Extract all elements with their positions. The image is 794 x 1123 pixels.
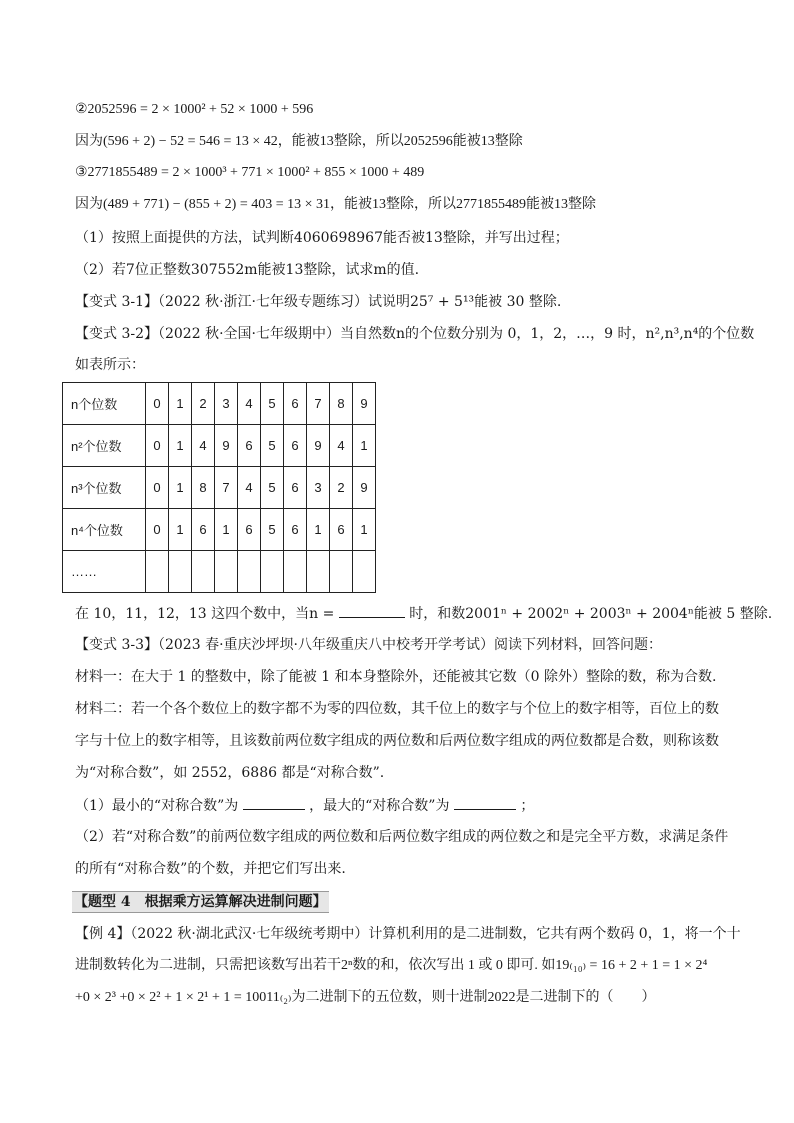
table-cell: 5 [261, 383, 284, 425]
row-label: n²个位数 [63, 425, 146, 467]
table-cell: 7 [307, 383, 330, 425]
table-cell: 9 [353, 383, 376, 425]
table-cell [261, 551, 284, 593]
table-cell [330, 551, 353, 593]
table-cell: 5 [261, 509, 284, 551]
q1-middle: ，最大的“对称合数”为 [309, 798, 450, 814]
table-cell: 6 [238, 425, 261, 467]
text-line: 字与十位上的数字相等，且该数前两位数字组成的两位数和后两位数字组成的两位数都是合数，则称该数 [75, 733, 719, 749]
table-cell: 0 [146, 425, 169, 467]
blank-suffix: 时，和数2001ⁿ + 2002ⁿ + 2003ⁿ + 2004ⁿ能被 5 整除. [409, 606, 773, 622]
table-cell [284, 551, 307, 593]
row-label: …… [63, 551, 146, 593]
table-cell: 6 [284, 509, 307, 551]
material-2: 材料二：若一个各个数位上的数字都不为零的四位数，其千位上的数字与个位上的数字相等，百位上的数 [75, 701, 719, 717]
table-row [63, 425, 376, 467]
q1-suffix: ； [520, 798, 535, 814]
units-digit-table [62, 382, 376, 593]
variant-3-3: 【变式 3-3】（2023 春·重庆沙坪坝·八年级重庆八中校考开学考试）阅读下列材料，回答问题： [75, 637, 662, 653]
table-row [63, 551, 376, 593]
text-line: 进制数转化为二进制，只需把该数写出若干2ⁿ数的和，依次写出 1 或 0 即可. 如19₍₁₀₎ = 16 + 2 + 1 = 1 × 2⁴ [75, 958, 708, 973]
question-2-symmetric: （2）若“对称合数”的前两位数字组成的两位数和后两位数字组成的两位数之和是完全平方数，求满足条件 [75, 829, 729, 845]
table-cell: 5 [261, 467, 284, 509]
table-cell: 1 [353, 425, 376, 467]
text-line: 的所有“对称合数”的个数，并把它们写出来. [75, 861, 346, 877]
table-cell: 5 [261, 425, 284, 467]
table-row [63, 467, 376, 509]
text-line: 为“对称合数”，如 2552，6886 都是“对称合数”. [75, 765, 385, 781]
table-cell: 9 [307, 425, 330, 467]
table-cell: 0 [146, 467, 169, 509]
table-cell: 1 [169, 509, 192, 551]
example-4: 【例 4】（2022 秋·湖北武汉·七年级统考期中）计算机利用的是二进制数，它共有两个数码 0，1，将一个十 [75, 926, 741, 942]
text-line: 因为(596 + 2) − 52 = 546 = 13 × 42，能被13整除，所以2052596能被13整除 [75, 134, 523, 149]
table-cell: 1 [307, 509, 330, 551]
table-cell [215, 551, 238, 593]
blank-prefix: 在 10，11，12，13 这四个数中，当n = [75, 606, 335, 622]
text-line: 因为(489 + 771) − (855 + 2) = 403 = 13 × 31，能被13整除，所以2771855489能被13整除 [75, 197, 597, 212]
text-line: 如表所示： [75, 357, 145, 373]
table-cell: 6 [330, 509, 353, 551]
table-cell: 8 [330, 383, 353, 425]
text-line: ②2052596 = 2 × 1000² + 52 × 1000 + 596 [75, 102, 314, 117]
table-cell: 1 [169, 425, 192, 467]
fill-blank-line [75, 603, 773, 624]
table-cell: 6 [238, 509, 261, 551]
row-label: n⁴个位数 [63, 509, 146, 551]
table-cell: 1 [353, 509, 376, 551]
question-1: （1）按照上面提供的方法，试判断4060698967能否被13整除，并写出过程； [75, 230, 569, 246]
table-cell: 6 [284, 425, 307, 467]
table-cell: 9 [215, 425, 238, 467]
section-title: 【题型 4 根据乘方运算解决进制问题】 [72, 891, 329, 913]
table-cell: 6 [284, 383, 307, 425]
section-heading [72, 891, 732, 913]
table-cell [307, 551, 330, 593]
table-row [63, 383, 376, 425]
table-cell [146, 551, 169, 593]
answer-blank-max[interactable] [454, 795, 516, 810]
table-cell: 0 [146, 383, 169, 425]
variant-3-1: 【变式 3-1】（2022 秋·浙江·七年级专题练习）试说明25⁷ + 5¹³能被 30 整除. [75, 294, 562, 310]
question-2: （2）若7位正整数307552m能被13整除，试求m的值. [75, 262, 420, 278]
table-cell: 9 [353, 467, 376, 509]
table-cell: 6 [284, 467, 307, 509]
table-cell [169, 551, 192, 593]
material-1: 材料一：在大于 1 的整数中，除了能被 1 和本身整除外，还能被其它数（0 除外）整除的数，称为合数. [75, 669, 717, 685]
question-1-symmetric [75, 795, 735, 816]
table-cell: 2 [192, 383, 215, 425]
table-cell: 4 [330, 425, 353, 467]
table-cell: 7 [215, 467, 238, 509]
table-cell [192, 551, 215, 593]
table-cell: 0 [146, 509, 169, 551]
answer-blank-min[interactable] [243, 795, 305, 810]
row-label: n³个位数 [63, 467, 146, 509]
row-label: n个位数 [63, 383, 146, 425]
table-cell: 4 [238, 467, 261, 509]
table-cell: 1 [169, 383, 192, 425]
table-cell: 4 [238, 383, 261, 425]
table-cell: 8 [192, 467, 215, 509]
table-cell: 2 [330, 467, 353, 509]
table-cell: 1 [215, 509, 238, 551]
table-cell: 3 [307, 467, 330, 509]
table-cell: 3 [215, 383, 238, 425]
answer-blank[interactable] [339, 603, 405, 618]
variant-3-2: 【变式 3-2】（2022 秋·全国·七年级期中）当自然数n的个位数分别为 0，1，2，…，9 时，n²,n³,n⁴的个位数 [75, 326, 755, 342]
table-cell [353, 551, 376, 593]
table-cell: 1 [169, 467, 192, 509]
q1-prefix: （1）最小的“对称合数”为 [75, 798, 239, 814]
table-row [63, 509, 376, 551]
table-cell: 6 [192, 509, 215, 551]
text-line: +0 × 2³ +0 × 2² + 1 × 2¹ + 1 = 10011₍₂₎为二进制下的五位数，则十进制2022是二进制下的（ ） [75, 990, 656, 1005]
table-cell: 4 [192, 425, 215, 467]
table-cell [238, 551, 261, 593]
text-line: ③2771855489 = 2 × 1000³ + 771 × 1000² + 855 × 1000 + 489 [75, 165, 425, 180]
